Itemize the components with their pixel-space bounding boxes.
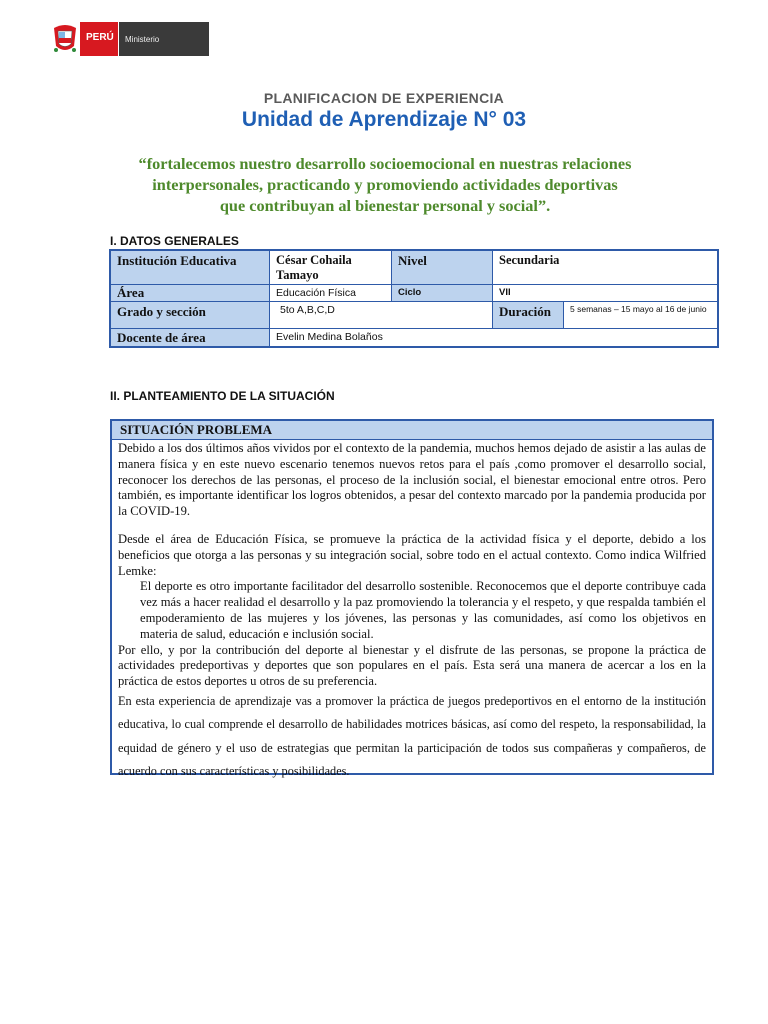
peru-crest-icon [50, 22, 80, 56]
situacion-problema-box [110, 419, 714, 779]
value-nivel: Secundaria [499, 253, 560, 267]
table-row [111, 251, 717, 285]
situacion-box-title: SITUACIÓN PROBLEMA [112, 421, 712, 440]
value-grado: 5to A,B,C,D [270, 302, 493, 328]
lemke-quote: El deporte es otro importante facilitador del desarrollo sostenible. Reconocemos que el deporte contribuye cada vez más a hacer realidad el desarrollo y la paz promoviendo la tolerancia y el respeto, y que respalda también el empoderamiento de las mujeres y los jóvenes, las personas y las comunidades, así como los objetivos en materia de salud, educación e inclusión social. [140, 579, 706, 641]
situacion-paragraph-4: En esta experiencia de aprendizaje vas a promover la práctica de juegos predeportivos en el entorno de la institución educativa, lo cual comprende el desarrollo de habilidades motrices básicas, así como del respeto, la responsabilidad, la equidad de género y el uso de estrategias que permitan la participación de todos sus compañeras y compañeros, de acuerdo con sus características y posibilidades. [118, 693, 706, 779]
datos-generales-table [109, 249, 719, 348]
value-ciclo: VII [499, 287, 511, 298]
section-heading-datos: I. DATOS GENERALES [110, 234, 239, 248]
label-institucion: Institución Educativa [111, 251, 270, 284]
unit-quote [90, 153, 680, 216]
document-title: Unidad de Aprendizaje N° 03 [241, 108, 527, 131]
label-nivel: Nivel [392, 251, 493, 284]
value-area: Educación Física [270, 285, 392, 301]
ministry-logo [50, 22, 209, 56]
label-grado: Grado y sección [111, 302, 270, 328]
table-row [111, 329, 717, 346]
label-docente: Docente de área [111, 329, 270, 346]
quote-line: “fortalecemos nuestro desarrollo socioemocional en nuestras relaciones [138, 154, 632, 173]
value-institucion: César Cohaila Tamayo [270, 251, 392, 284]
table-row [111, 302, 717, 329]
brand-country: PERÚ [80, 22, 118, 56]
value-duracion: 5 semanas – 15 mayo al 16 de junio [570, 304, 707, 314]
label-duracion: Duración [493, 302, 564, 328]
situacion-paragraph-1: Debido a los dos últimos años vividos por el contexto de la pandemia, muchos hemos dejado de asistir a las aulas de manera física y en este nuevo escenario tenemos nuevos retos para el país ,como promover el desarrollo social, reconocer los derechos de las personas, el proceso de la inclusión social, el bienestar emocional entre otros. Pero también, es importante identificar los logros obtenidos, a pesar del contexto marcado por la pandemia producida por la COVID-19. [118, 441, 706, 519]
value-docente: Evelin Medina Bolaños [276, 331, 383, 343]
quote-line: que contribuyan al bienestar personal y social”. [219, 196, 551, 215]
situacion-paragraph-2: Desde el área de Educación Física, se promueve la práctica de la actividad física y el deporte, debido a los beneficios que otorga a las personas y su integración social, sobre todo en el actual contexto. Como indica Wilfried Lemke: [118, 531, 706, 578]
table-row [111, 285, 717, 302]
label-area: Área [111, 285, 270, 301]
brand-org: Ministerio [118, 22, 209, 56]
label-ciclo: Ciclo [392, 285, 493, 301]
document-kicker: PLANIFICACION DE EXPERIENCIA [263, 90, 505, 106]
section-heading-situacion: II. PLANTEAMIENTO DE LA SITUACIÓN [110, 389, 335, 403]
situacion-paragraph-3: Por ello, y por la contribución del deporte al bienestar y el disfrute de las personas, se propone la práctica de actividades predeportivas y deportes que son populares en el país. Esta será una manera de acercar a los en la práctica de estos deportes u otros de su preferencia. [118, 642, 706, 689]
quote-line: interpersonales, practicando y promoviendo actividades deportivas [152, 175, 618, 194]
